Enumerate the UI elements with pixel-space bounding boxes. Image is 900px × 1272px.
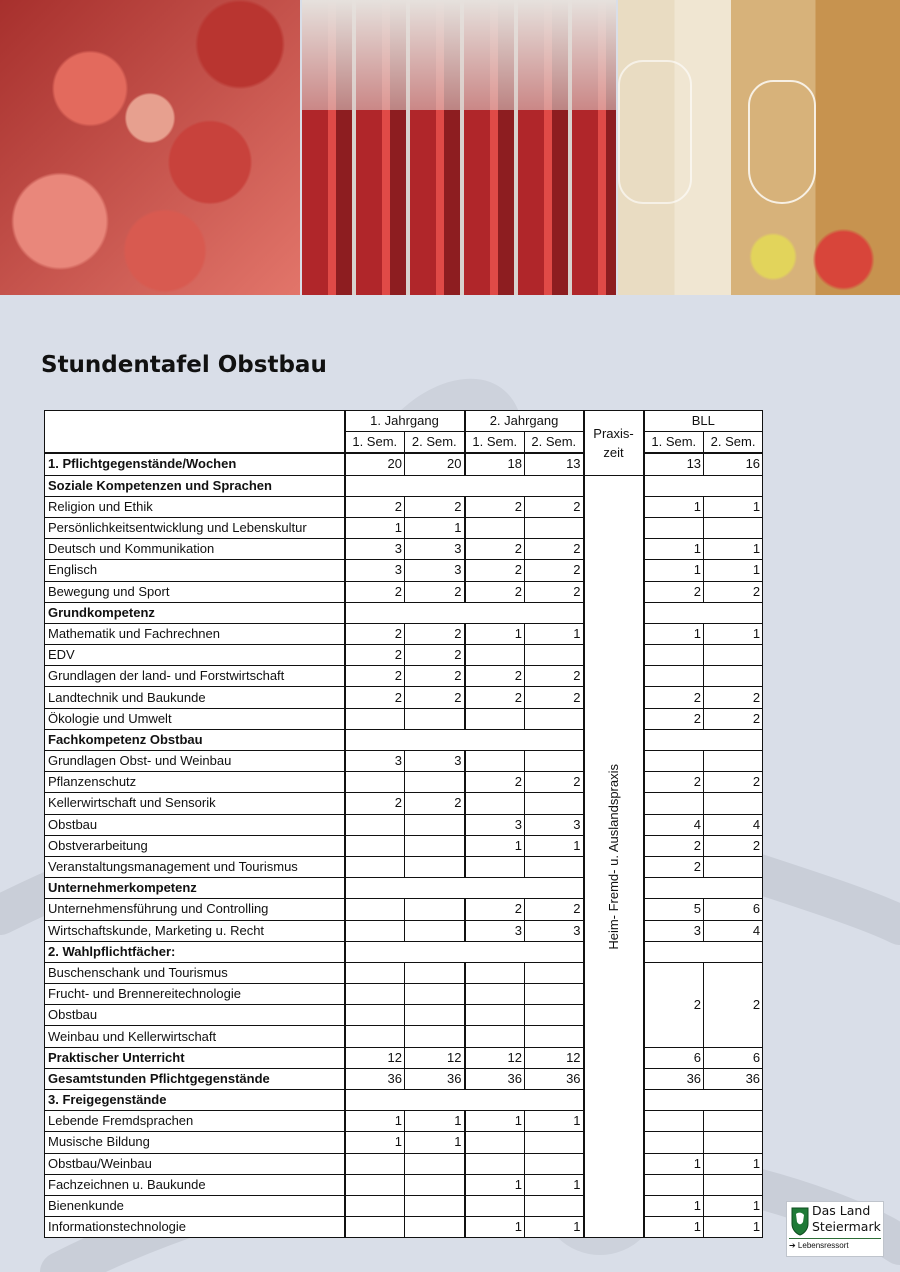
value-cell: 2 xyxy=(465,687,525,708)
bll-cell xyxy=(644,1174,704,1195)
bll-cell: 5 xyxy=(644,899,704,920)
value-cell: 1 xyxy=(465,1111,525,1132)
subject-label: Obstbau/Weinbau xyxy=(45,1153,345,1174)
value-cell xyxy=(405,1195,465,1216)
header-row-years xyxy=(45,411,763,432)
value-cell: 1 xyxy=(465,1174,525,1195)
table-row xyxy=(45,835,763,856)
value-cell xyxy=(345,1174,405,1195)
bll-cell xyxy=(704,793,763,814)
value-cell: 1 xyxy=(405,1132,465,1153)
bll-cell: 6 xyxy=(644,1047,704,1068)
value-cell xyxy=(465,793,525,814)
subject-label: Grundlagen Obst- und Weinbau xyxy=(45,751,345,772)
subject-label: Veranstaltungsmanagement und Tourismus xyxy=(45,856,345,877)
value-cell: 2 xyxy=(525,539,584,560)
bll-cell: 4 xyxy=(644,814,704,835)
value-cell: 2 xyxy=(525,581,584,602)
subject-label: Frucht- und Brennereitechnologie xyxy=(45,984,345,1005)
section-label: 3. Freigegenstände xyxy=(45,1090,345,1111)
value-cell xyxy=(465,962,525,983)
table-row xyxy=(45,1174,763,1195)
bll-cell: 2 xyxy=(644,856,704,877)
header-sem: 1. Sem. xyxy=(644,432,704,454)
value-cell xyxy=(345,962,405,983)
subject-label: Buschenschank und Tourismus xyxy=(45,962,345,983)
bll-cell: 36 xyxy=(644,1068,704,1089)
value-cell xyxy=(525,1195,584,1216)
bll-cell: 6 xyxy=(704,899,763,920)
value-cell xyxy=(345,1026,405,1047)
bll-cell xyxy=(644,1132,704,1153)
bll-cell xyxy=(644,517,704,538)
value-cell: 3 xyxy=(465,814,525,835)
value-cell: 3 xyxy=(345,751,405,772)
bll-cell xyxy=(704,856,763,877)
bll-cell: 1 xyxy=(644,1217,704,1238)
bll-cell: 1 xyxy=(704,1217,763,1238)
value-cell xyxy=(345,835,405,856)
value-cell xyxy=(525,856,584,877)
header-sem: 2. Sem. xyxy=(704,432,763,454)
value-cell xyxy=(525,962,584,983)
table-row xyxy=(45,560,763,581)
value-cell: 1 xyxy=(525,1111,584,1132)
value-cell: 2 xyxy=(345,581,405,602)
value-cell xyxy=(465,751,525,772)
value-cell xyxy=(405,920,465,941)
subject-label: Wirtschaftskunde, Marketing u. Recht xyxy=(45,920,345,941)
value-cell xyxy=(405,1217,465,1238)
table-row xyxy=(45,666,763,687)
value-cell: 2 xyxy=(525,496,584,517)
bll-cell: 1 xyxy=(644,496,704,517)
bll-cell: 16 xyxy=(704,453,763,475)
header-sem: 1. Sem. xyxy=(345,432,405,454)
section-spacer xyxy=(345,729,584,750)
value-cell xyxy=(405,856,465,877)
value-cell: 18 xyxy=(465,453,525,475)
bll-cell: 2 xyxy=(704,835,763,856)
value-cell xyxy=(465,984,525,1005)
bll-cell: 13 xyxy=(644,453,704,475)
subject-label: Englisch xyxy=(45,560,345,581)
subject-label: EDV xyxy=(45,645,345,666)
value-cell xyxy=(525,1132,584,1153)
header-sem: 1. Sem. xyxy=(465,432,525,454)
value-cell: 12 xyxy=(405,1047,465,1068)
section-spacer xyxy=(345,1090,584,1111)
logo-divider xyxy=(789,1238,881,1239)
value-cell: 2 xyxy=(405,666,465,687)
header-bll: BLL xyxy=(644,411,763,432)
value-cell xyxy=(405,899,465,920)
logo-line1: Das Land xyxy=(812,1203,871,1218)
value-cell: 2 xyxy=(345,496,405,517)
bll-cell: 1 xyxy=(704,623,763,644)
section-spacer xyxy=(345,941,584,962)
apples-photo xyxy=(0,0,300,295)
table-row xyxy=(45,920,763,941)
subject-label: Musische Bildung xyxy=(45,1132,345,1153)
value-cell: 1 xyxy=(465,1217,525,1238)
value-cell: 1 xyxy=(345,517,405,538)
wahl-bll-cell: 2 xyxy=(704,962,763,1047)
subject-label: Fachzeichnen u. Baukunde xyxy=(45,1174,345,1195)
value-cell xyxy=(525,517,584,538)
value-cell xyxy=(345,899,405,920)
value-cell xyxy=(465,517,525,538)
table-row xyxy=(45,1047,763,1068)
value-cell: 36 xyxy=(345,1068,405,1089)
subject-label: Obstbau xyxy=(45,814,345,835)
value-cell xyxy=(405,1005,465,1026)
bll-cell: 2 xyxy=(644,772,704,793)
value-cell: 36 xyxy=(525,1068,584,1089)
table-row xyxy=(45,539,763,560)
value-cell xyxy=(465,645,525,666)
subject-label: Ökologie und Umwelt xyxy=(45,708,345,729)
bll-cell: 2 xyxy=(704,687,763,708)
bll-cell: 6 xyxy=(704,1047,763,1068)
bll-cell: 1 xyxy=(644,623,704,644)
section-spacer xyxy=(644,729,763,750)
value-cell xyxy=(525,708,584,729)
value-cell: 36 xyxy=(405,1068,465,1089)
value-cell xyxy=(465,1026,525,1047)
bll-cell xyxy=(704,1111,763,1132)
value-cell xyxy=(405,1026,465,1047)
section-grundkompetenz xyxy=(45,602,763,623)
value-cell xyxy=(345,856,405,877)
bll-cell: 2 xyxy=(644,708,704,729)
value-cell: 3 xyxy=(405,751,465,772)
value-cell xyxy=(345,1217,405,1238)
bll-cell: 2 xyxy=(644,835,704,856)
value-cell xyxy=(345,920,405,941)
value-cell xyxy=(345,1195,405,1216)
value-cell xyxy=(345,1153,405,1174)
bll-cell: 1 xyxy=(644,1195,704,1216)
value-cell: 2 xyxy=(465,666,525,687)
subject-label: Landtechnik und Baukunde xyxy=(45,687,345,708)
value-cell: 2 xyxy=(345,793,405,814)
value-cell xyxy=(465,1005,525,1026)
value-cell xyxy=(405,1153,465,1174)
value-cell: 20 xyxy=(345,453,405,475)
bll-cell: 1 xyxy=(704,496,763,517)
table-row xyxy=(45,962,763,983)
table-row xyxy=(45,623,763,644)
value-cell: 3 xyxy=(405,560,465,581)
table-row xyxy=(45,687,763,708)
value-cell xyxy=(465,1132,525,1153)
subject-label: Informationstechnologie xyxy=(45,1217,345,1238)
value-cell: 1 xyxy=(345,1111,405,1132)
value-cell xyxy=(525,1005,584,1026)
bll-cell xyxy=(644,645,704,666)
table-row xyxy=(45,1217,763,1238)
value-cell: 36 xyxy=(465,1068,525,1089)
logo-subtitle: ➔ Lebensressort xyxy=(789,1241,849,1250)
value-cell xyxy=(525,1026,584,1047)
table-row xyxy=(45,772,763,793)
value-cell: 3 xyxy=(345,560,405,581)
value-cell xyxy=(345,814,405,835)
value-cell: 2 xyxy=(405,645,465,666)
value-cell: 20 xyxy=(405,453,465,475)
bll-cell xyxy=(644,666,704,687)
table-row xyxy=(45,856,763,877)
value-cell xyxy=(525,751,584,772)
value-cell: 2 xyxy=(465,539,525,560)
subject-label: Kellerwirtschaft und Sensorik xyxy=(45,793,345,814)
table-row xyxy=(45,814,763,835)
praxis-label-line2: zeit xyxy=(603,444,624,460)
value-cell: 2 xyxy=(405,623,465,644)
value-cell: 1 xyxy=(525,623,584,644)
value-cell xyxy=(465,708,525,729)
table-row xyxy=(45,645,763,666)
bll-cell xyxy=(704,645,763,666)
bll-cell: 4 xyxy=(704,814,763,835)
logo-line2: Steiermark xyxy=(812,1219,881,1234)
header-corner xyxy=(45,411,345,454)
header-sem: 2. Sem. xyxy=(405,432,465,454)
value-cell xyxy=(345,1005,405,1026)
value-cell: 12 xyxy=(345,1047,405,1068)
bll-cell: 2 xyxy=(644,581,704,602)
value-cell xyxy=(345,772,405,793)
value-cell xyxy=(405,962,465,983)
value-cell: 2 xyxy=(465,496,525,517)
value-cell xyxy=(525,793,584,814)
section-spacer xyxy=(644,941,763,962)
section-freigegenstaende xyxy=(45,1090,763,1111)
table-row xyxy=(45,1132,763,1153)
bll-cell: 1 xyxy=(644,1153,704,1174)
value-cell: 1 xyxy=(525,1217,584,1238)
subject-label: Lebende Fremdsprachen xyxy=(45,1111,345,1132)
value-cell: 12 xyxy=(525,1047,584,1068)
section-label: Unternehmerkompetenz xyxy=(45,878,345,899)
bll-cell: 4 xyxy=(704,920,763,941)
subject-label: Unternehmensführung und Controlling xyxy=(45,899,345,920)
value-cell: 1 xyxy=(525,1174,584,1195)
value-cell: 2 xyxy=(405,687,465,708)
value-cell xyxy=(405,772,465,793)
das-land-steiermark-logo xyxy=(786,1201,884,1257)
value-cell: 3 xyxy=(465,920,525,941)
section-spacer xyxy=(345,602,584,623)
value-cell: 3 xyxy=(525,814,584,835)
subject-label: Pflanzenschutz xyxy=(45,772,345,793)
section-label: 1. Pflichtgegenstände/Wochen xyxy=(45,453,345,475)
value-cell: 2 xyxy=(345,687,405,708)
praxis-vertical-label: Heim- Fremd- u. Auslandspraxis xyxy=(605,763,621,950)
bll-cell xyxy=(704,517,763,538)
subject-label: Religion und Ethik xyxy=(45,496,345,517)
table-row xyxy=(45,496,763,517)
bll-cell: 1 xyxy=(644,539,704,560)
header-sem: 2. Sem. xyxy=(525,432,584,454)
wine-glasses-photo xyxy=(618,0,900,295)
section-spacer xyxy=(644,1090,763,1111)
bll-cell xyxy=(644,751,704,772)
section-wahlpflicht xyxy=(45,941,763,962)
value-cell: 1 xyxy=(465,835,525,856)
value-cell xyxy=(405,984,465,1005)
value-cell: 2 xyxy=(405,793,465,814)
table-row xyxy=(45,708,763,729)
value-cell: 2 xyxy=(465,560,525,581)
table-row xyxy=(45,793,763,814)
section-spacer xyxy=(345,475,584,496)
subject-label: Deutsch und Kommunikation xyxy=(45,539,345,560)
section-soziale xyxy=(45,475,763,496)
bll-cell: 1 xyxy=(704,1153,763,1174)
subject-label: Persönlichkeitsentwicklung und Lebenskultur xyxy=(45,517,345,538)
bll-cell: 36 xyxy=(704,1068,763,1089)
section-fachkompetenz xyxy=(45,729,763,750)
bll-cell: 2 xyxy=(704,708,763,729)
bll-cell xyxy=(704,666,763,687)
section-spacer xyxy=(644,878,763,899)
header-praxiszeit xyxy=(584,411,644,476)
page-title: Stundentafel Obstbau xyxy=(41,352,327,378)
steiermark-shield-icon xyxy=(791,1206,809,1236)
value-cell xyxy=(345,984,405,1005)
table-row xyxy=(45,581,763,602)
section-unternehmerkompetenz xyxy=(45,878,763,899)
section-spacer xyxy=(345,878,584,899)
value-cell: 1 xyxy=(405,517,465,538)
value-cell xyxy=(465,1195,525,1216)
praxis-column xyxy=(584,475,644,1238)
bll-cell: 3 xyxy=(644,920,704,941)
header-photo-strip xyxy=(0,0,900,295)
table-row xyxy=(45,1195,763,1216)
header-jahrgang-2: 2. Jahrgang xyxy=(465,411,584,432)
table-row xyxy=(45,1111,763,1132)
value-cell: 12 xyxy=(465,1047,525,1068)
table-row xyxy=(45,899,763,920)
table-row xyxy=(45,517,763,538)
table-row xyxy=(45,751,763,772)
bll-cell xyxy=(704,751,763,772)
subject-label: Weinbau und Kellerwirtschaft xyxy=(45,1026,345,1047)
bll-cell xyxy=(644,793,704,814)
subject-label: Bewegung und Sport xyxy=(45,581,345,602)
section-label: Fachkompetenz Obstbau xyxy=(45,729,345,750)
header-jahrgang-1: 1. Jahrgang xyxy=(345,411,465,432)
subject-label: Praktischer Unterricht xyxy=(45,1047,345,1068)
subject-label: Mathematik und Fachrechnen xyxy=(45,623,345,644)
subject-label: Bienenkunde xyxy=(45,1195,345,1216)
bll-cell: 2 xyxy=(644,687,704,708)
bll-cell: 2 xyxy=(704,772,763,793)
section-spacer xyxy=(644,475,763,496)
value-cell: 2 xyxy=(525,687,584,708)
value-cell: 2 xyxy=(465,581,525,602)
value-cell: 3 xyxy=(345,539,405,560)
value-cell: 2 xyxy=(525,899,584,920)
section-label: Soziale Kompetenzen und Sprachen xyxy=(45,475,345,496)
subject-label: Gesamtstunden Pflichtgegenstände xyxy=(45,1068,345,1089)
wahl-bll-cell: 2 xyxy=(644,962,704,1047)
value-cell: 1 xyxy=(405,1111,465,1132)
value-cell: 2 xyxy=(345,623,405,644)
table-row xyxy=(45,1068,763,1089)
bll-cell xyxy=(704,1132,763,1153)
value-cell: 1 xyxy=(465,623,525,644)
value-cell: 2 xyxy=(525,666,584,687)
value-cell: 2 xyxy=(525,772,584,793)
value-cell: 1 xyxy=(525,835,584,856)
value-cell: 1 xyxy=(345,1132,405,1153)
value-cell xyxy=(405,708,465,729)
timetable xyxy=(44,410,763,1238)
value-cell xyxy=(465,856,525,877)
bll-cell xyxy=(644,1111,704,1132)
subject-label: Obstverarbeitung xyxy=(45,835,345,856)
value-cell: 2 xyxy=(345,666,405,687)
value-cell: 3 xyxy=(405,539,465,560)
section-label: Grundkompetenz xyxy=(45,602,345,623)
value-cell xyxy=(465,1153,525,1174)
section-spacer xyxy=(644,602,763,623)
value-cell: 2 xyxy=(465,899,525,920)
value-cell: 2 xyxy=(405,581,465,602)
bll-cell: 2 xyxy=(704,581,763,602)
bll-cell: 1 xyxy=(644,560,704,581)
bll-cell: 1 xyxy=(704,539,763,560)
table-row xyxy=(45,1153,763,1174)
value-cell xyxy=(525,1153,584,1174)
praxis-label-line1: Praxis- xyxy=(593,425,634,441)
subject-label: Obstbau xyxy=(45,1005,345,1026)
subject-label: Grundlagen der land- und Forstwirtschaft xyxy=(45,666,345,687)
value-cell xyxy=(525,984,584,1005)
value-cell: 2 xyxy=(465,772,525,793)
section-label: 2. Wahlpflichtfächer: xyxy=(45,941,345,962)
value-cell: 13 xyxy=(525,453,584,475)
value-cell xyxy=(405,835,465,856)
value-cell: 2 xyxy=(525,560,584,581)
value-cell xyxy=(405,1174,465,1195)
value-cell: 2 xyxy=(405,496,465,517)
bll-cell xyxy=(704,1174,763,1195)
value-cell: 3 xyxy=(525,920,584,941)
juice-bottles-photo xyxy=(302,0,615,295)
value-cell xyxy=(405,814,465,835)
value-cell xyxy=(525,645,584,666)
bll-cell: 1 xyxy=(704,560,763,581)
bll-cell: 1 xyxy=(704,1195,763,1216)
value-cell xyxy=(345,708,405,729)
pflicht-row xyxy=(45,453,763,475)
value-cell: 2 xyxy=(345,645,405,666)
